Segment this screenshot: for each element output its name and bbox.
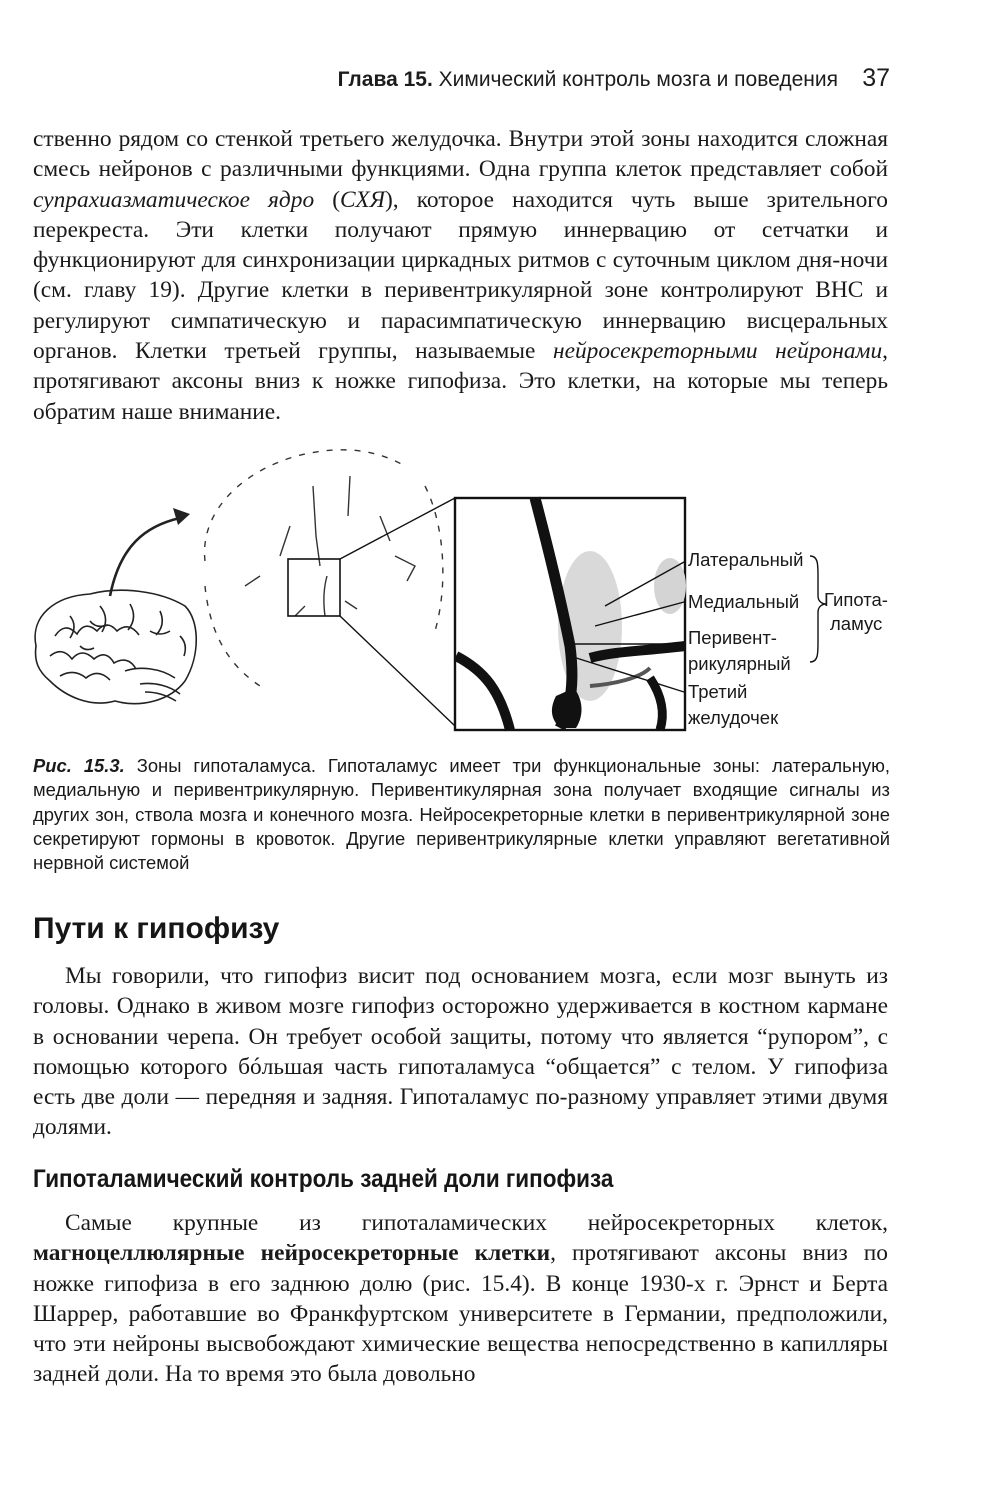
chapter-label: Глава 15. — [337, 68, 433, 91]
p1-text-2: ( — [314, 186, 341, 213]
figure-illustration — [30, 446, 900, 746]
p1-abbr-sch: СХЯ — [340, 186, 386, 213]
zoomed-hypothalamus-box — [455, 498, 686, 730]
p3-text-1: Самые крупные из гипоталамических нейросекреторных клеток, — [65, 1210, 888, 1236]
p1-text-1: ственно рядом со стенкой третьего желудочка. Внутри этой зоны находится сложная смесь нейронов с различными функциями. Одна группа клеток представляет собой — [33, 126, 888, 183]
whole-brain-drawing — [35, 590, 196, 703]
label-periventricular-2: рикулярный — [688, 653, 791, 674]
coronal-section-drawing — [205, 450, 443, 686]
p1-term-neurosecretory: нейросекреторными нейронами — [552, 338, 883, 365]
body-paragraph-3 — [33, 1208, 888, 1390]
p1-text-3: ), которое находится чуть выше зрительного перекреста. Эти клетки получают прямую иннервацию от сетчатки и функционируют для синхронизации циркадных ритмов с суточным циклом дня-ночи (см. главу 19). Другие клетки в перивентрикулярной зоне контролируют ВНС и регулируют симпатическую и парасимпатическую иннервацию висцеральных органов. Клетки третьей группы, называемые — [33, 186, 888, 365]
label-medial: Медиальный — [688, 591, 800, 612]
p1-text-4: , протягивают аксоны вниз к ножке гипофиза. Это клетки, на которые мы теперь обратим наше внимание. — [33, 338, 888, 425]
p1-term-sch: супрахиазматическое ядро — [33, 186, 315, 213]
arrow-brain-to-section — [110, 508, 190, 596]
chapter-title-text: Химический контроль мозга и поведения — [438, 68, 838, 91]
p3-term-magnocellular: магноцеллюлярные нейросекреторные клетки — [33, 1240, 551, 1267]
p3-text-2: , протягивают аксоны вниз по ножке гипофиза в его заднюю долю (рис. 15.4). В конце 1930-х г. Эрнст и Берта Шаррер, работавшие во Франкфуртском университете в Германии, предположили, что эти нейроны высвобождают химические вещества непосредственно в капилляры задней доли. На то время это была довольно — [33, 1240, 888, 1388]
body-paragraph-2 — [33, 961, 888, 1143]
running-header — [0, 62, 1000, 102]
subsection-heading: Гипоталамический контроль задней доли гипофиза — [33, 1165, 614, 1193]
label-hypothalamus-1: Гипота- — [824, 589, 888, 610]
label-third-ventricle-1: Третий — [688, 681, 748, 702]
body-paragraph-1 — [33, 124, 888, 427]
section-heading: Пути к гипофизу — [33, 912, 280, 945]
figure-caption — [33, 754, 890, 875]
caption-text: Зоны гипоталамуса. Гипоталамус имеет три функциональные зоны: латеральную, медиальную и перивентрикулярную. Перивентикулярная зона получает входящие сигналы из других зон, ствола мозга и конечного мозга. Нейросекреторные клетки в перивентрикулярной зоне секретируют гормоны в кровоток. Другие перивентрикулярные клетки управляют вегетативной нервной системой — [33, 755, 890, 874]
label-periventricular-1: Перивент- — [688, 627, 777, 648]
page-number: 37 — [862, 64, 890, 92]
zoom-lines — [340, 498, 455, 726]
label-third-ventricle-2: желудочек — [688, 707, 779, 728]
figure-hypothalamus-zones — [30, 446, 900, 746]
label-hypothalamus-2: ламус — [830, 613, 883, 634]
section-paragraph: Мы говорили, что гипофиз висит под основанием мозга, если мозг вынуть из головы. Однако в живом мозге гипофиз осторожно удерживается в костном кармане в основании черепа. Он требует особой защиты, потому что является “рупором”, с помощью которого бóльшая часть гипоталамуса “общается” с телом. У гипофиза есть две доли — передняя и задняя. Гипоталамус по-разному управляет этими двумя долями. — [33, 963, 888, 1141]
caption-label: Рис. 15.3. — [33, 755, 125, 776]
chapter-title — [338, 68, 838, 92]
label-lateral: Латеральный — [688, 549, 804, 570]
